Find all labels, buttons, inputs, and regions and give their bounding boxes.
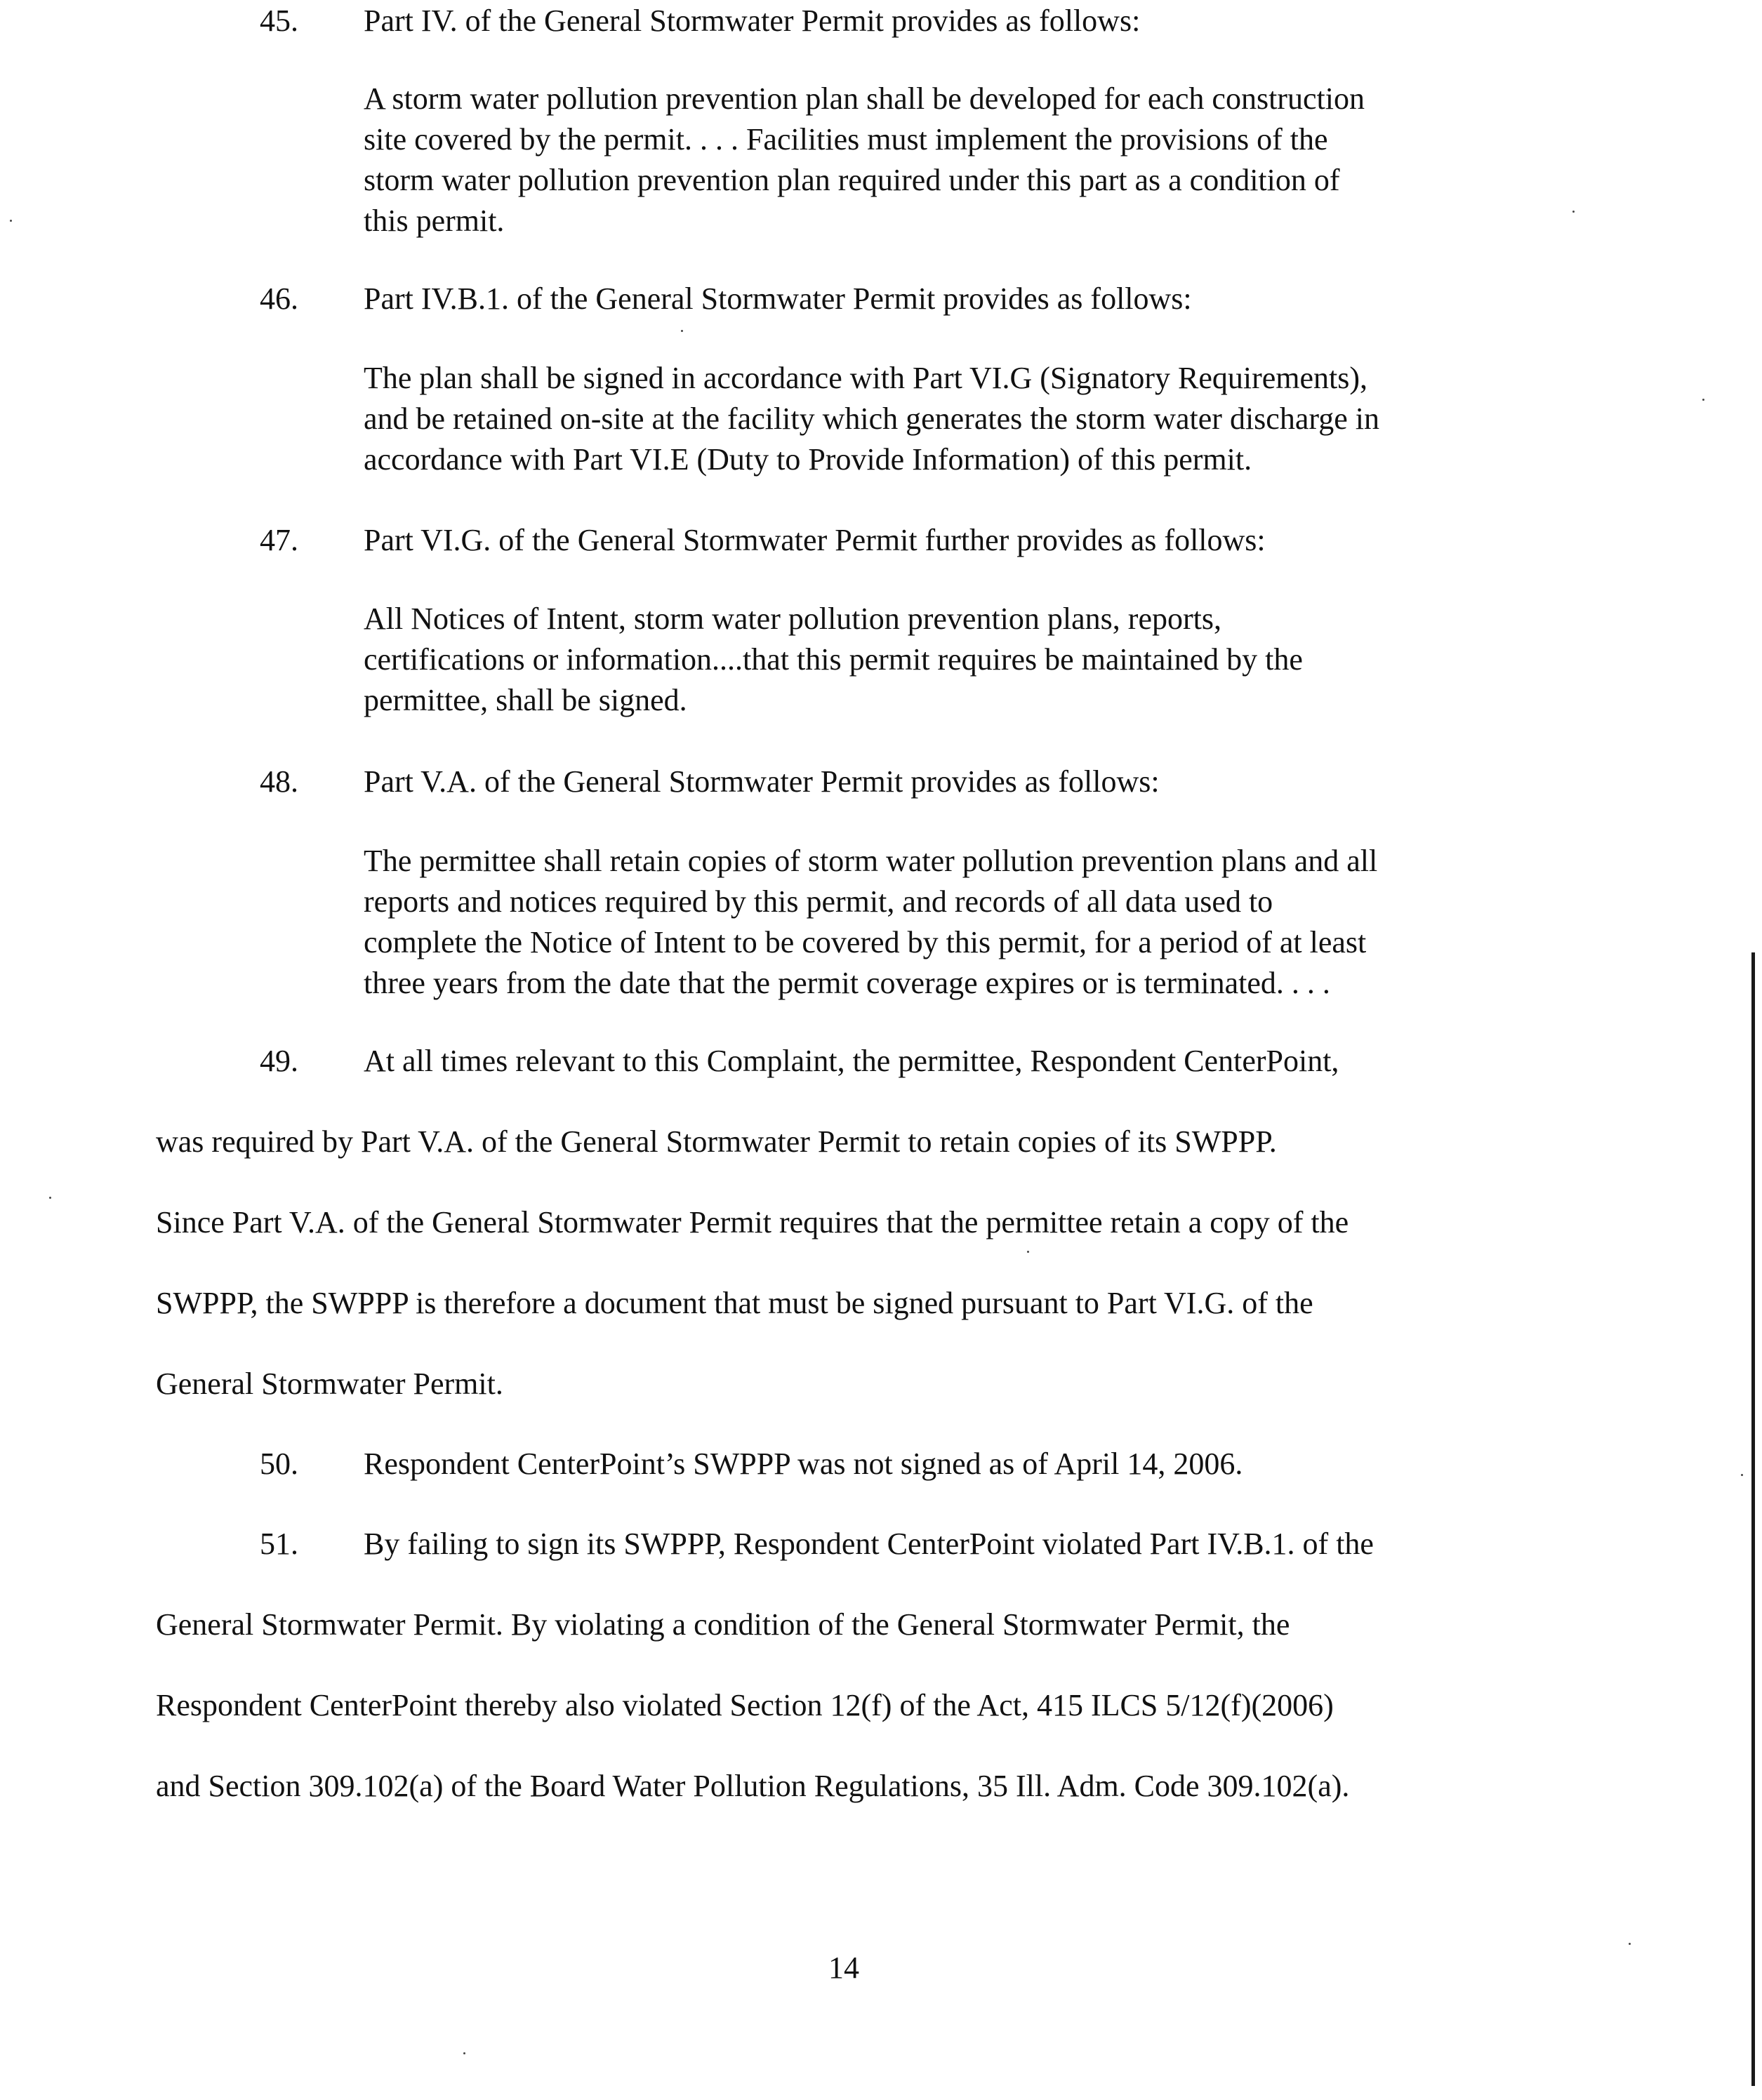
body-line: General Stormwater Permit. By violating a condition of the General Stormwater Permit, the <box>156 1607 1290 1642</box>
scan-speck <box>1572 211 1575 213</box>
body-line: Respondent CenterPoint thereby also violated Section 12(f) of the Act, 415 ILCS 5/12(f)(2006) <box>156 1688 1334 1722</box>
page-number: 14 <box>828 1951 859 1985</box>
quote-line: reports and notices required by this permit, and records of all data used to <box>364 884 1273 919</box>
quote-line: accordance with Part VI.E (Duty to Provide Information) of this permit. <box>364 442 1252 477</box>
paragraph-lead: Respondent CenterPoint’s SWPPP was not signed as of April 14, 2006. <box>364 1447 1243 1481</box>
block-quote <box>364 79 1571 241</box>
quote-line: The permittee shall retain copies of storm water pollution prevention plans and all <box>364 844 1378 878</box>
quote-line: The plan shall be signed in accordance with Part VI.G (Signatory Requirements), <box>364 361 1368 395</box>
scan-speck <box>10 220 12 222</box>
block-quote <box>364 599 1571 721</box>
paragraph-number: 47. <box>260 523 298 557</box>
quote-line: A storm water pollution prevention plan shall be developed for each construction <box>364 81 1365 116</box>
quote-line: certifications or information....that this permit requires be maintained by the <box>364 642 1303 677</box>
paragraph-lead: Part IV. of the General Stormwater Permit provides as follows: <box>364 4 1141 38</box>
block-quote <box>364 841 1571 1004</box>
scan-speck <box>1629 1943 1631 1945</box>
quote-line: site covered by the permit. . . . Facilities must implement the provisions of the <box>364 122 1328 157</box>
quote-line: permittee, shall be signed. <box>364 683 687 717</box>
scan-speck <box>1702 399 1704 401</box>
body-line: SWPPP, the SWPPP is therefore a document that must be signed pursuant to Part VI.G. of the <box>156 1286 1313 1320</box>
paragraph-lead: By failing to sign its SWPPP, Respondent CenterPoint violated Part IV.B.1. of the <box>364 1527 1374 1561</box>
quote-line: storm water pollution prevention plan required under this part as a condition of <box>364 163 1340 197</box>
scan-speck <box>681 330 683 332</box>
body-line: was required by Part V.A. of the General Stormwater Permit to retain copies of its SWPPP. <box>156 1124 1277 1159</box>
paragraph-lead: Part VI.G. of the General Stormwater Permit further provides as follows: <box>364 523 1266 557</box>
quote-line: and be retained on-site at the facility which generates the storm water discharge in <box>364 401 1379 436</box>
body-line: General Stormwater Permit. <box>156 1367 503 1401</box>
paragraph-number: 51. <box>260 1527 298 1561</box>
scan-edge-bar <box>1751 952 1755 2086</box>
paragraph-lead: Part V.A. of the General Stormwater Permit provides as follows: <box>364 764 1160 799</box>
scan-speck <box>463 2052 465 2054</box>
quote-line: complete the Notice of Intent to be covered by this permit, for a period of at least <box>364 925 1367 959</box>
body-line: and Section 309.102(a) of the Board Water Pollution Regulations, 35 Ill. Adm. Code 309.102(a). <box>156 1769 1350 1803</box>
scan-speck <box>1741 1474 1743 1476</box>
block-quote <box>364 358 1571 480</box>
scan-speck <box>49 1197 51 1199</box>
paragraph-lead: Part IV.B.1. of the General Stormwater Permit provides as follows: <box>364 281 1192 316</box>
paragraph-number: 45. <box>260 4 298 38</box>
paragraph-number: 50. <box>260 1447 298 1481</box>
body-line: Since Part V.A. of the General Stormwater Permit requires that the permittee retain a copy of the <box>156 1205 1349 1240</box>
scan-speck <box>1027 1251 1029 1253</box>
paragraph-lead: At all times relevant to this Complaint, the permittee, Respondent CenterPoint, <box>364 1044 1339 1078</box>
paragraph-number: 49. <box>260 1044 298 1078</box>
quote-line: three years from the date that the permit coverage expires or is terminated. . . . <box>364 966 1330 1000</box>
quote-line: this permit. <box>364 204 505 238</box>
paragraph-number: 48. <box>260 764 298 799</box>
quote-line: All Notices of Intent, storm water pollution prevention plans, reports, <box>364 602 1221 636</box>
paragraph-number: 46. <box>260 281 298 316</box>
